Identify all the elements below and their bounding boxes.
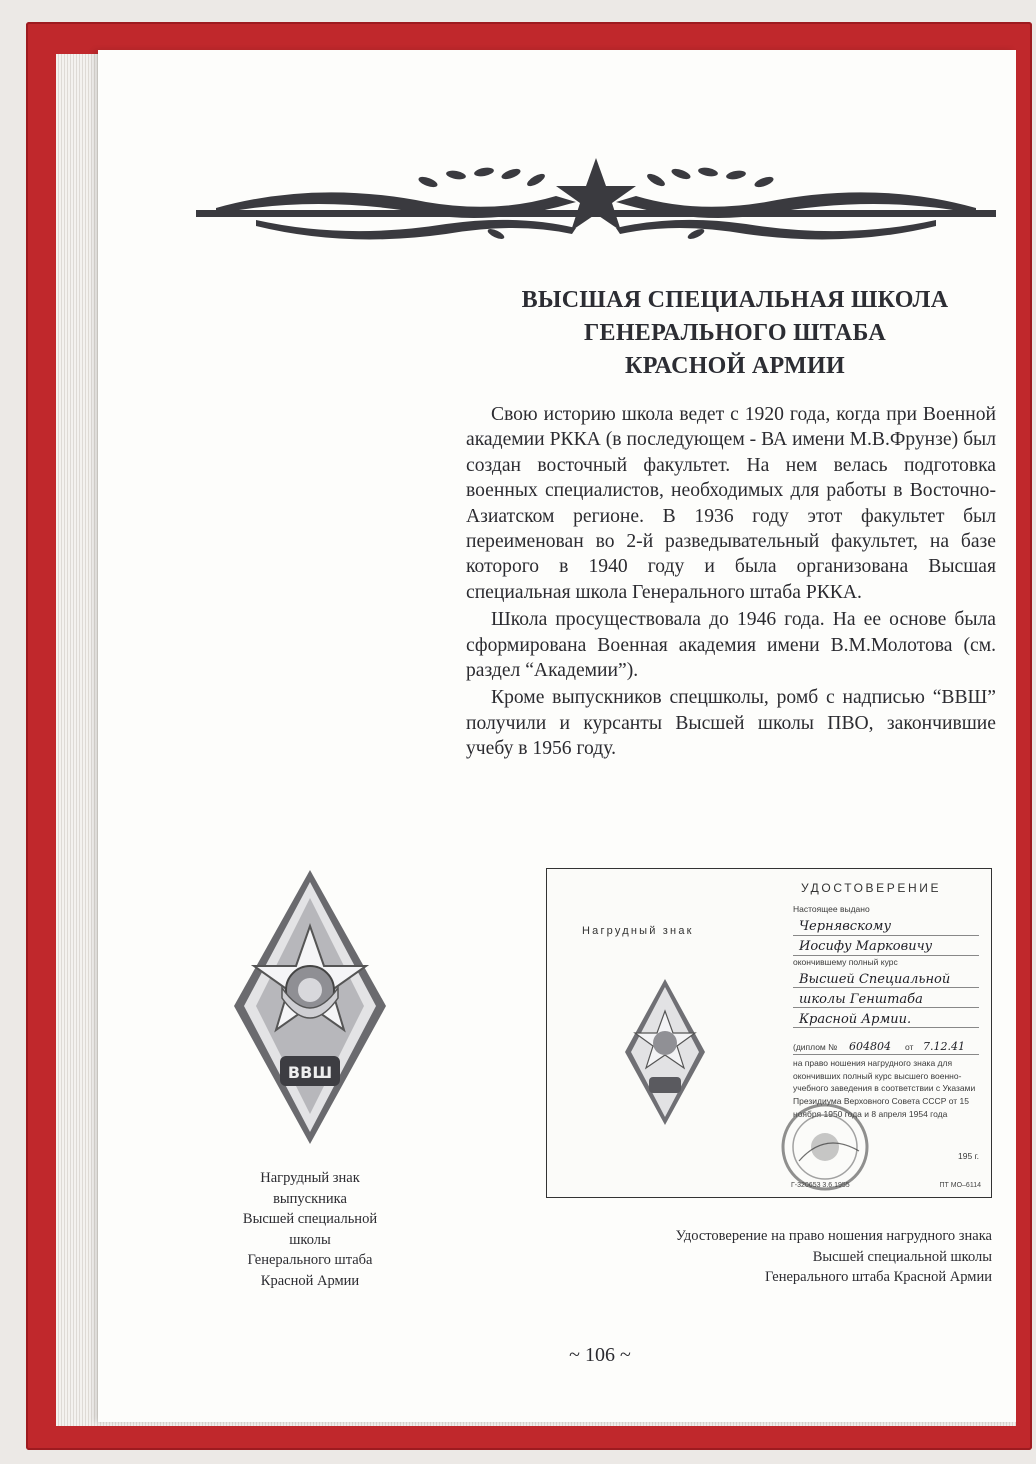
article-title bbox=[440, 284, 1030, 383]
date-label: от bbox=[905, 1041, 914, 1052]
badge-inscription: ВВШ bbox=[287, 1063, 333, 1082]
certificate-caption bbox=[520, 1226, 992, 1288]
handwritten-name: Иосифу Марковичу bbox=[799, 939, 933, 954]
caption-line: Высшей специальной школы bbox=[812, 1248, 992, 1265]
caption-line: Красной Армии bbox=[260, 1272, 360, 1289]
title-line: ВЫСШАЯ СПЕЦИАЛЬНАЯ ШКОЛА bbox=[521, 287, 949, 313]
paragraph: Кроме выпускников спецшколы, ромб с надписью “ВВШ” получили и курсанты Высшей школы ПВО, закончившие учебу в 1956 году. bbox=[466, 687, 996, 760]
caption-line: Нагрудный знак bbox=[260, 1170, 360, 1186]
caption-line: Удостоверение на право ношения нагрудного знака bbox=[675, 1228, 992, 1244]
small-badge-image bbox=[623, 977, 707, 1127]
title-line: КРАСНОЙ АРМИИ bbox=[625, 353, 845, 379]
paragraph: Школа просуществовала до 1946 года. На ее основе была сформирована Военная академия имени В.М.Молотова (см. раздел “Академии”). bbox=[466, 609, 996, 682]
article-body bbox=[466, 402, 996, 762]
official-stamp bbox=[779, 1101, 871, 1193]
vvsh-badge-image bbox=[232, 868, 388, 1146]
caption-line: Генерального штаба bbox=[247, 1252, 373, 1268]
laurel-ornament bbox=[196, 150, 996, 245]
caption-line: Высшей специальной bbox=[242, 1211, 378, 1227]
handwritten-surname: Чернявскому bbox=[799, 919, 891, 934]
rights-text: на право ношения нагрудного знака для окончивших полный курс высшего военно-учебного заведения в соответствии с Указами Президиума Верховного Совета СССР от 15 ноября 1950 года и 8 апреля 1954 года bbox=[793, 1058, 976, 1119]
title-line: ГЕНЕРАЛЬНОГО ШТАБА bbox=[583, 320, 887, 346]
year-text: 195 г. bbox=[958, 1151, 979, 1162]
certificate-title: УДОСТОВЕРЕНИЕ bbox=[801, 881, 942, 895]
handwritten-school-line: Высшей Специальной bbox=[799, 971, 951, 987]
completed-label: окончившему полный курс bbox=[793, 956, 898, 967]
diploma-number: 604804 bbox=[849, 1039, 891, 1053]
handwritten-school-line: Красной Армии. bbox=[799, 1011, 912, 1027]
handwritten-school-line: школы Генштаба bbox=[799, 991, 923, 1007]
caption-line: выпускника bbox=[273, 1190, 347, 1207]
diploma-date: 7.12.41 bbox=[923, 1039, 965, 1053]
page-number: ~ 106 ~ bbox=[569, 1344, 631, 1366]
certificate-image bbox=[546, 868, 992, 1198]
badge-caption bbox=[210, 1168, 410, 1291]
caption-line: Генерального штаба Красной Армии bbox=[765, 1269, 992, 1285]
certificate-badge-label: Нагрудный знак bbox=[582, 925, 694, 937]
issued-to-label: Настоящее выдано bbox=[793, 904, 870, 914]
caption-line: школы bbox=[289, 1231, 331, 1248]
paragraph: Свою историю школа ведет с 1920 года, когда при Военной академии РККА (в последующем - ВА имени М.В.Фрунзе) был создан восточный факультет. На нем велась подготовка военных специалистов, необходимых для работы в Восточно-Азиатском регионе. В 1936 году этот факультет был переименован во 2-й разведывательный факультет, на базе которого в 1940 году и была организована Высшая специальная школа Генерального штаба РККА. bbox=[466, 404, 996, 603]
print-code: ПТ МО–6114 bbox=[939, 1182, 981, 1189]
print-code: Г-320653 3.6.1955 bbox=[791, 1182, 850, 1189]
certificate-footer bbox=[791, 1182, 981, 1189]
diploma-label: (диплом № bbox=[793, 1041, 838, 1052]
